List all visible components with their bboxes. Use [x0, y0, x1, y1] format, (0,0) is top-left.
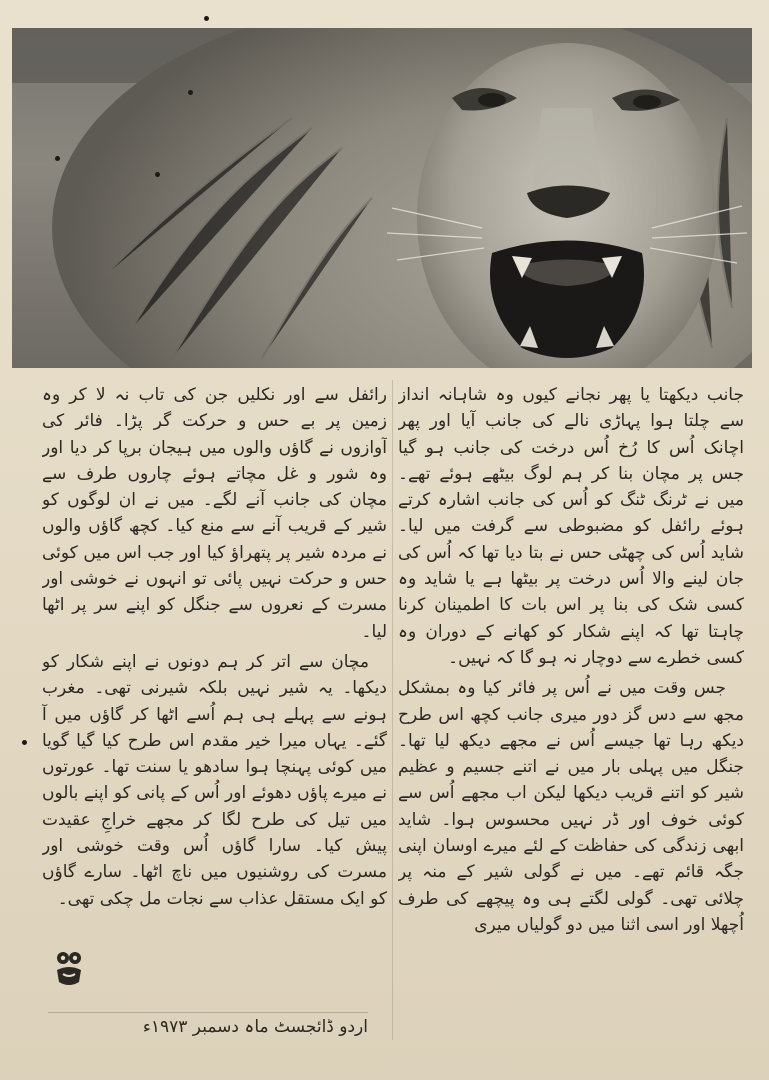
- page-footer: اردو ڈائجسٹ ماہ دسمبر ۱۹۷۳ء: [48, 1012, 368, 1041]
- article-paragraph: مچان سے اتر کر ہم دونوں نے اپنے شکار کو دیکھا۔ یہ شیر نہیں بلکہ شیرنی تھی۔ مغرب ہونے سے پہلے ہی ہم اُسے اٹھا کر گاؤں میں آ گئے۔ یہاں میرا خیر مقدم اس طرح کیا گیا گویا میں کوئی پہنچا ہوا سادھو یا سنت تھا۔ عورتوں نے میرے پاؤں دھوئے اور اُس کے پانی کو اپنے بالوں میں تیل کی طرح لگا کر مجھے خراجِ عقیدت پیش کیا۔ سارا گاؤں اُس وقت خوشی اور مسرت کی روشنیوں میں ناچ اٹھا۔ سارے گاؤں کو ایک مستقل عذاب سے نجات مل چکی تھی۔: [42, 651, 387, 909]
- article-column-left: [42, 382, 387, 962]
- print-speck: [22, 740, 27, 745]
- print-speck: [55, 156, 60, 161]
- lion-photo: [12, 28, 752, 368]
- column-divider: [392, 380, 393, 1040]
- print-speck: [204, 16, 209, 21]
- print-speck: [155, 172, 160, 177]
- article-paragraph: جس وقت میں نے اُس پر فائر کیا وہ بمشکل مجھ سے دس گز دور میری جانب کچھ اس طرح دیکھ رہا تھا جیسے اُس نے مجھے دیکھ لیا تھا۔ جنگل میں پہلی بار میں نے اتنے جسیم و عظیم شیر کو اتنے قریب دیکھا لیکن اب مجھے اُس سے کوئی خوف اور ڈر نہیں محسوس ہوا۔ شاید ابھی زندگی کی حفاظت کے لئے میرے اوسان اپنی جگہ قائم تھے۔ میں نے گولی شیر کے منہ پر چلائی تھی۔ گولی لگتے ہی وہ پیچھے کی طرف اُچھلا اور اسی اثنا میں دو گولیاں میری: [398, 678, 744, 935]
- article-paragraph: جانب دیکھتا یا پھر نجانے کیوں وہ شاہانہ انداز سے چلتا ہوا پہاڑی نالے کی جانب آیا اور پھر اچانک اُس کا رُخ اُس درخت کی جانب ہو گیا جس پر مچان بنا کر ہم لوگ بیٹھے ہوئے تھے۔ میں نے ٹرنگ ٹنگ کو اُس کی جانب اشارہ کرتے ہوئے رائفل کو مضبوطی سے گرفت میں لیا۔ شاید اُس کی چھٹی حس نے بتا دیا تھا کہ اُس کی جان لینے والا اُس درخت پر بیٹھا ہے یا شاید وہ کسی شک کی بنا پر اس بات کا اطمینان کرنا چاہتا تھا کہ اپنے شکار کو کھانے کے دوران وہ کسی خطرے سے دوچار نہ ہو گا کہ نہیں۔: [398, 385, 744, 668]
- article-column-right: [398, 382, 744, 962]
- lion-illustration: [12, 28, 752, 368]
- magazine-logo-icon: [52, 948, 86, 988]
- print-speck: [188, 90, 193, 95]
- article-paragraph: رائفل سے اور نکلیں جن کی تاب نہ لا کر وہ زمین پر بے حس و حرکت گر پڑا۔ فائر کی آوازوں نے گاؤں والوں میں ہیجان برپا کر دیا اور وہ شور و غل مچاتے ہوئے چاروں طرف سے مچان کی جانب آنے لگے۔ میں نے ان لوگوں کو شیر کے قریب آنے سے منع کیا۔ کچھ گاؤں والوں نے مردہ شیر پر پتھراؤ کیا اور جب اس میں کوئی حس و حرکت نہیں پائی تو انہوں نے خوشی اور مسرت کے نعروں سے جنگل کو اپنے سر پر اٹھا لیا۔: [42, 385, 387, 642]
